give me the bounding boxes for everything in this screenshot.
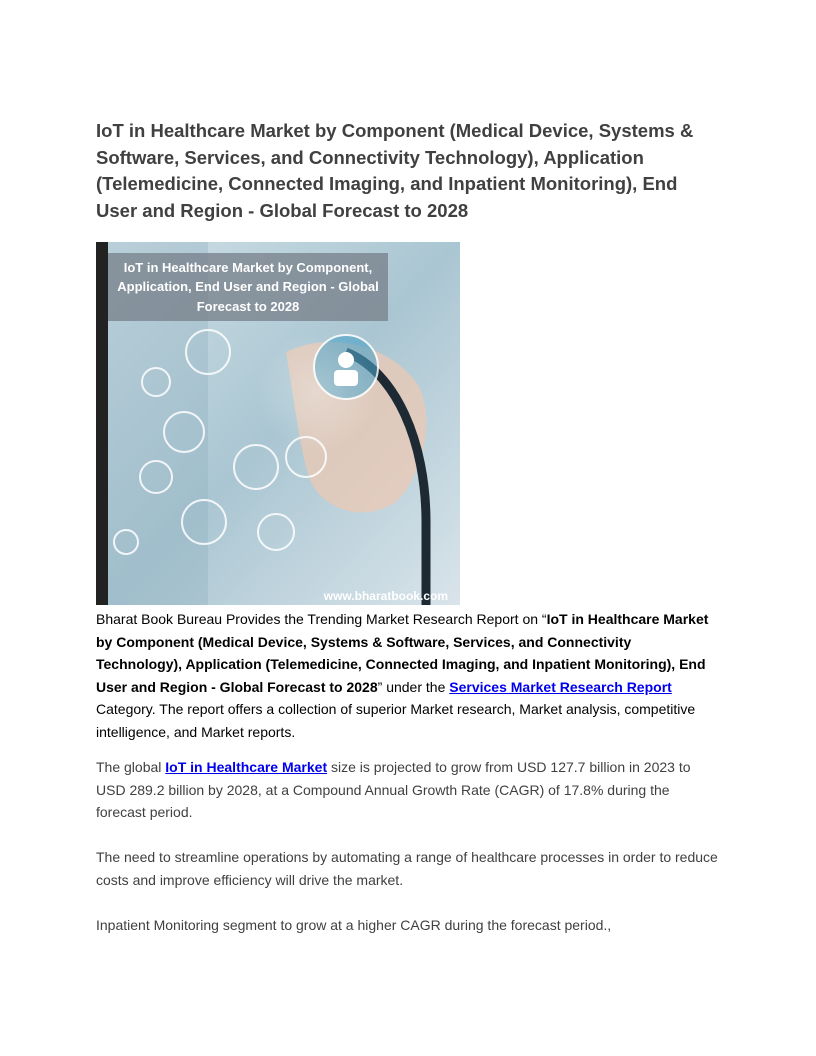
hero-watermark-url: www.bharatbook.com: [323, 589, 448, 603]
hero-caption: IoT in Healthcare Market by Component, Application, End User and Region - Global Forecast to 2028: [108, 253, 388, 321]
report-name: IoT in Healthcare Market by Component (Medical Device, Systems & Software, Services, and Connectivity Technology), Application (Telemedicine, Connected Imaging, and Inpatient Monitoring), End User and Region - Global Forecast to 2028: [96, 611, 709, 695]
market-link[interactable]: IoT in Healthcare Market: [165, 759, 328, 775]
category-link[interactable]: Services Market Research Report: [449, 678, 672, 695]
growth-tail: size is projected to grow from USD 127.7 billion in 2023 to USD 289.2 billion by 2028, at a Compound Annual Growth Rate (CAGR) of 17.8% during the forecast period.: [96, 759, 691, 820]
segment-paragraph: Inpatient Monitoring segment to grow at a higher CAGR during the forecast period.,: [96, 917, 612, 933]
intro-tail: Category. The report offers a collection of superior Market research, Market analysis, competitive intelligence, and Market reports.: [96, 701, 696, 740]
intro-paragraph: [96, 608, 720, 743]
intro-mid: ” under the: [377, 678, 450, 695]
page-title: IoT in Healthcare Market by Component (Medical Device, Systems & Software, Services, and Connectivity Technology), Application (Telemedicine, Connected Imaging, and Inpatient Monitoring), End User and Region - Global Forecast to 2028: [96, 120, 694, 221]
growth-lead: The global: [96, 759, 166, 775]
intro-lead: Bharat Book Bureau Provides the Trending Market Research Report on “: [96, 611, 547, 627]
drivers-paragraph: The need to streamline operations by automating a range of healthcare processes in order to reduce costs and improve efficiency will drive the market.: [96, 849, 718, 888]
growth-paragraph: [96, 756, 720, 824]
